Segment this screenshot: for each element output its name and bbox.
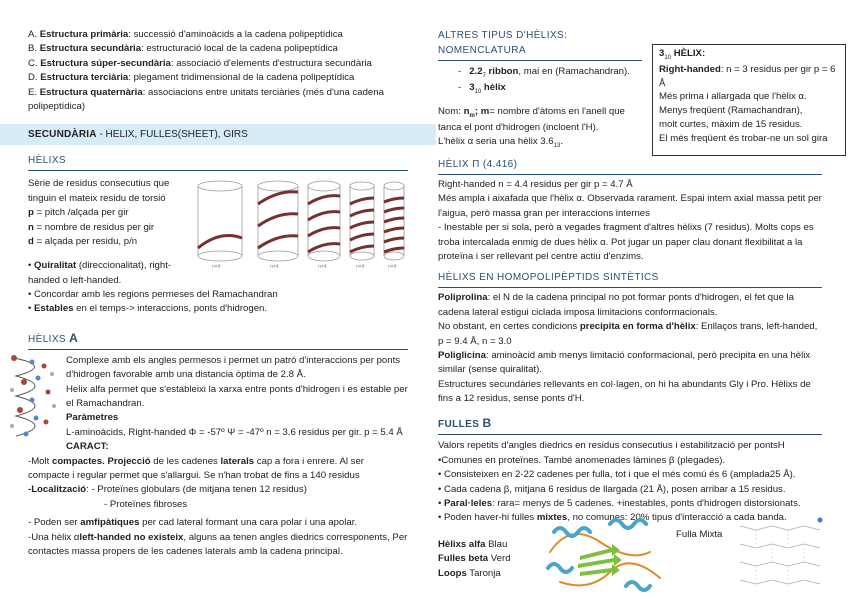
alpha-params: L-aminoàcids, Right-handed Φ = -57º Ψ = -47º n = 3.6 residus per gir. p = 5.4 Å	[66, 426, 403, 438]
secondary-section-bar: SECUNDÀRIA - HELIX, FULLES(SHEET), GIRS	[0, 124, 436, 145]
structure-list	[28, 28, 408, 114]
pi-helix-heading: HÈLIX Π (4.416)	[438, 157, 822, 175]
alpha-amphipathic: - Poden ser amfipàtiques per cad lateral formant una cara polar i una apolar.	[28, 517, 358, 529]
other-helix-heading: ALTRES TIPUS D'HÈLIXS: NOMENCLATURA	[438, 28, 642, 61]
pi-helix-text	[438, 178, 822, 264]
pi-l3: - Inestable per si sola, però a vegades fragment d'altres hèlixs (7 residus). Molts cops es troba intercalada enmig de dues hèlix α. Pot jugar un paper clau donant flexibilitat a la proteïna i ser rellevant pel centre actiu d'enzims.	[438, 222, 814, 262]
helix-p-line: p = pitch /alçada per gir	[28, 207, 129, 219]
polyproline-2: No obstant, en certes condicions precipita en forma d'hèlix: Enllaços trans, left-handed, p = 9.4 Å, n = 3.0	[438, 321, 818, 347]
sheets-heading: FULLES Β	[438, 414, 822, 435]
helix-n-line: n = nombre de residus per gir	[28, 221, 155, 233]
box-right-handed: Right-handed: n = 3 residus per gir p = 6 Å	[659, 63, 836, 89]
alpha-nomenclature: L'hèlix α seria una hèlix $3.6_{13}$.	[438, 136, 563, 150]
alpha-left-handed: -Una hèlix αleft-handed no existeix, alguns aa tenen angles diedrics corresponents, Per contactes massa propers de les cadenes laterals amb la cadena principal.	[28, 531, 408, 557]
helix-cylinders-figure	[196, 178, 410, 270]
structure-item-a: A. Estructura primària: successió d'aminoàcids a la cadena polipeptídica	[28, 29, 343, 40]
box-l4: molt curtes, màxim de 15 residus.	[659, 119, 803, 131]
left-column	[28, 28, 408, 559]
legend-alpha: Hèlixs alfa Blau	[438, 538, 508, 550]
fig-label-4: n=4	[356, 264, 365, 270]
mixed-sheet-figure	[736, 516, 826, 596]
alpha-helix-heading: HÈLIXS Α	[28, 329, 408, 350]
fig-label-5: n=4	[388, 264, 397, 270]
mixed-sheet-label: Fulla Mixta	[676, 529, 723, 540]
nomenclature-def: Nom: $n_m$; m= nombre d'àtoms en l'anell que tanca el pont d'hidrogen (incloent l'H).	[438, 105, 625, 133]
helix-ramachandran: • Concordar amb les regions permeses del Ramachandran	[28, 289, 278, 301]
structure-item-b: B. Estructura secundària: estructuració local de la cadena polipeptídica	[28, 43, 338, 55]
legend-beta: Fulles beta Verd	[438, 553, 511, 565]
fig-label-3: n=4	[318, 264, 327, 270]
nomenclature-text	[438, 105, 638, 151]
sheets-b3: • Cada cadena β, mitjana 6 residus de llargada (21 Å), posen arribar a 15 residus.	[438, 483, 786, 495]
legend-loops: Loops Taronja	[438, 567, 501, 579]
helix-chirality: • Quiralitat (direccionalitat), right-handed o left-handed.	[28, 260, 172, 286]
structure-item-e: E. Estructura quaternària: associacions entre unitats terciàries (més d'una cadena polipeptídica)	[28, 86, 384, 112]
structure-item-c: C. Estructura súper-secundària: associació d'elements d'estructura secundària	[28, 57, 372, 69]
collagen: Estructures secundàries rellevants en col·lagen, on hi ha abundants Gly i Pro. Hèlixs de fins a 12 residus, sense ponts d'H.	[438, 378, 811, 405]
alpha-p1: Complexe amb els angles permesos i permet un patró d'interaccions per ponts d'hidrogen favorable amb una distancia òptima de 2.8 Å.	[66, 354, 401, 381]
box-l2: Més prima i allargada que l'hèlix α.	[659, 91, 807, 103]
sheets-b1: •Comunes en proteïnes. També anomenades làmines β (plegades).	[438, 454, 726, 466]
alpha-params-head: Paràmetres	[66, 412, 119, 424]
box-title: $3_{10}$ HÈLIX:	[659, 48, 706, 61]
helix-d-line: d = alçada per residu, p/n	[28, 235, 138, 247]
helix-intro: Sèrie de residus consecutius que tinguin el mateix residu de torsió	[28, 178, 170, 204]
alpha-compact: -Molt compactes. Projecció de les cadenes laterals cap a fora i enrere. Al ser compacte i regular permet que s'allargui. Se n'han trobat de fins a 140 residus	[28, 455, 364, 481]
protein-ribbon-figure	[540, 512, 668, 596]
homopolypeptide-text	[438, 291, 822, 406]
pi-l2: Més ampla i aixafada que l'hèlix α. Observada rarament. Espai intern axial massa petit per l'aigua, però massa gran per interaccions internes	[438, 193, 822, 219]
structure-item-d: D. Estructura terciària: plegament tridimensional de la cadena polipeptídica	[28, 72, 355, 84]
box-l5: El més freqüent és trobar-ne un sol gira	[659, 133, 828, 145]
homopolypeptide-heading: HÈLIXS EN HOMOPOLIPÈPTIDS SINTÈTICS	[438, 270, 822, 288]
ribbon-line: - $2.2_7$ ribbon, mai en (Ramachandran).	[458, 66, 630, 79]
alpha-location: -Localització: - Proteïnes globulars (de mitjana tenen 12 residus)	[28, 484, 307, 496]
helix-heading: HÈLIXS	[28, 153, 408, 171]
box-l3: Menys freqüent (Ramachandran),	[659, 105, 803, 117]
fig-label-2: n=4	[270, 264, 279, 270]
sheets-intro: Valors repetits d'angles diedrics en residus consecutius i estabilització per pontsH	[438, 440, 785, 452]
alpha-p2: Helix alfa permet que s'estableixi la xarxa entre ponts d'hidrogen i es estable per el Ramachandran.	[66, 383, 408, 410]
alpha-location-2: - Proteïnes fibroses	[104, 498, 188, 510]
310-helix-box	[652, 44, 846, 156]
helix-stable: • Estables en el temps-> interaccions, ponts d'hidrogen.	[28, 303, 268, 315]
310-line: - $3_{10}$ hèlix	[458, 81, 506, 95]
alpha-caract-head: CARACT:	[66, 441, 109, 453]
polyglycine: Poliglicina: aminoàcid amb menys limitació conformacional, però precipita en una hèlix similar (sense quiralitat).	[438, 349, 811, 376]
fig-label-1: n=4	[212, 264, 221, 270]
alpha-intro	[28, 354, 408, 455]
alpha-characteristics	[28, 455, 408, 560]
sheets-b5: • Poden haver-hi fulles mixtes, no comunes: 20% tipus d'interacció a cada banda.	[438, 512, 787, 524]
alpha-helix-figure	[4, 352, 62, 444]
pi-l1: Right-handed n = 4.4 residus per gir p = 4.7 Å	[438, 179, 633, 191]
polyproline: Poliprolina: el N de la cadena principal no pot formar ponts d'hidrogen, el fet que la cadena lateral estigui ciclada imposa limitacions conformacionals.	[438, 292, 794, 318]
sheets-b2: • Consisteixen en 2-22 cadenes per fulla, tot i que el més comú és 6 (amplada25 Å).	[438, 469, 796, 481]
sheets-b4: • Paral·leles: rara= menys de 5 cadenes. +inestables, ponts d'hidrogen distorsionats.	[438, 498, 801, 510]
helix-definition	[28, 177, 198, 249]
